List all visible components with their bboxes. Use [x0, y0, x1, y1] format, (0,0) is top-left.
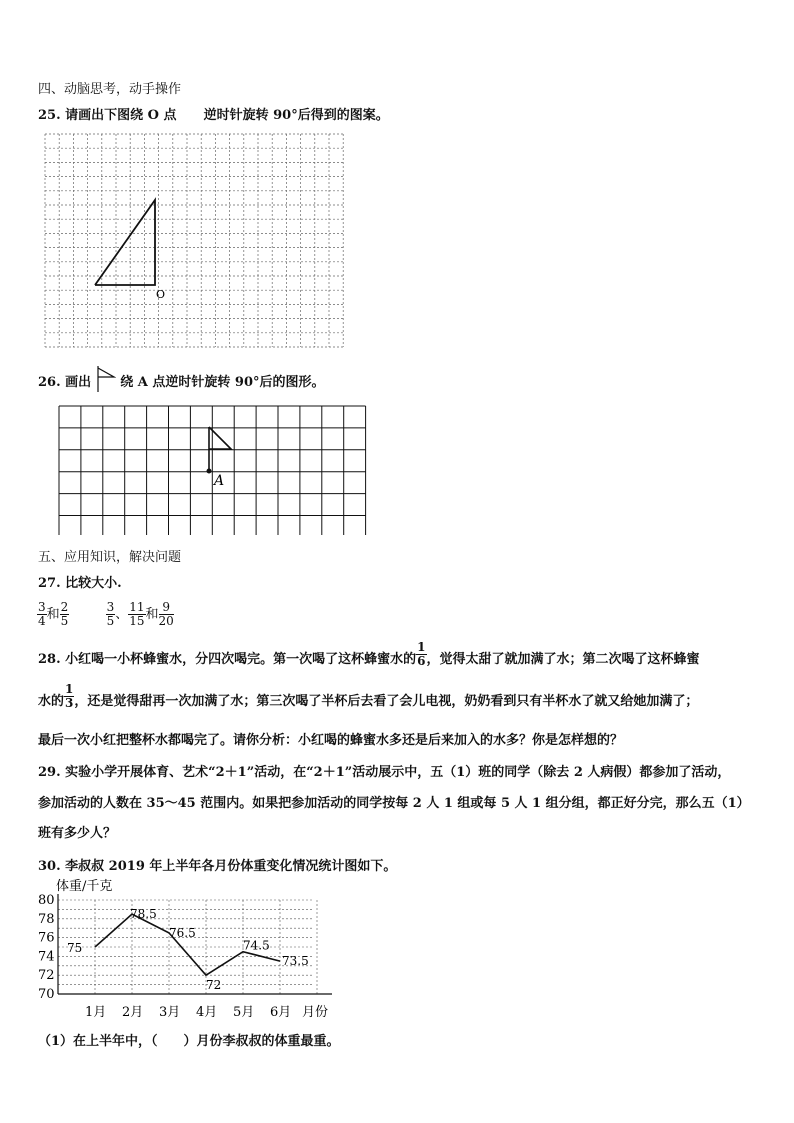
q26-text-a: 画出 — [65, 375, 92, 390]
x-tick-label: 4月 — [196, 1005, 218, 1020]
y-tick-label: 78 — [38, 911, 55, 927]
x-tick-label: 2月 — [122, 1005, 144, 1020]
fraction: $\frac{2}{5}$ — [60, 600, 69, 628]
y-tick-label: 80 — [38, 893, 55, 908]
fraction: $\frac{1}{3}$ — [65, 682, 74, 710]
q25-grid — [44, 133, 346, 349]
data-label: 72 — [206, 978, 222, 993]
point-a — [207, 469, 212, 474]
question-27 — [38, 572, 122, 591]
y-axis-label: 体重/千克 — [56, 879, 113, 894]
q27-sep: 和 — [145, 607, 159, 622]
q25-text-b: 逆时针旋转 90°后得到的图案。 — [203, 108, 389, 123]
q29-line-1 — [38, 761, 730, 780]
fraction: $\frac{11}{15}$ — [129, 600, 145, 628]
q27-sep: 和 — [46, 607, 60, 622]
data-label: 74.5 — [243, 938, 270, 953]
fraction: $\frac{3}{5}$ — [106, 600, 115, 628]
q25-number: 25. — [38, 108, 61, 123]
q25-triangle — [95, 200, 155, 285]
q27-text: 比较大小. — [65, 576, 122, 591]
q28-number: 28. — [38, 652, 61, 667]
q29-line-2: 参加活动的人数在 35～45 范围内。如果把参加活动的同学按每 2 人 1 组或每 5 人 1 组分组，都正好分完，那么五（1） — [38, 796, 750, 811]
question-26 — [38, 371, 325, 392]
data-label: 75 — [67, 941, 83, 955]
data-label: 73.5 — [282, 954, 309, 969]
q29-number: 29. — [38, 765, 61, 780]
question-25 — [38, 104, 389, 123]
x-tick-label: 3月 — [159, 1005, 181, 1020]
fraction: $\frac{3}{4}$ — [38, 600, 46, 628]
x-tick-label: 6月 — [270, 1005, 292, 1020]
q28-text: ，还是觉得甜再一次加满了水；第三次喝了半杯后去看了会儿电视，奶奶看到只有半杯水了就又给她加满了； — [74, 694, 699, 709]
q28-line-1 — [38, 640, 700, 668]
q26-grid — [58, 405, 382, 535]
q29-text: 实验小学开展体育、艺术“2＋1”活动，在“2＋1”活动展示中，五（1）班的同学（除去 2 人病假）都参加了活动， — [65, 765, 731, 780]
q27-comparisons — [37, 601, 174, 628]
q28-line-3: 最后一次小红把整杯水都喝完了。请你分析：小红喝的蜂蜜水多还是后来加入的水多？你是怎样想的？ — [38, 733, 624, 748]
q30-sub-1: （1）在上半年中，（ ）月份李叔叔的体重最重。 — [38, 1034, 340, 1049]
flag-shape-icon — [96, 366, 116, 392]
q29-line-3: 班有多少人？ — [38, 826, 117, 841]
x-tick-label: 5月 — [233, 1005, 255, 1020]
q30-text: 李叔叔 2019 年上半年各月份体重变化情况统计图如下。 — [65, 859, 397, 874]
q25-text-a: 请画出下图绕 O 点 — [65, 108, 177, 123]
section-5-heading: 五、应用知识，解决问题 — [38, 550, 182, 565]
q26-text-b: 绕 A 点逆时针旋转 90°后的图形。 — [120, 375, 325, 390]
data-label: 78.5 — [130, 907, 157, 922]
question-30 — [38, 855, 396, 874]
q28-text: 小红喝一小杯蜂蜜水，分四次喝完。第一次喝了这杯蜂蜜水的 — [65, 652, 417, 667]
y-tick-label: 74 — [38, 949, 55, 965]
q26-point-a-label: A — [214, 473, 225, 489]
section-4-heading: 四、动脑思考，动手操作 — [38, 82, 182, 97]
x-axis-label: 月份 — [302, 1005, 329, 1020]
weight-line-chart — [34, 876, 354, 1026]
y-tick-label: 70 — [38, 987, 55, 1002]
y-tick-label: 76 — [38, 930, 55, 946]
q28-text: 水的 — [38, 694, 65, 709]
q27-number: 27. — [38, 576, 61, 591]
q27-sep: 、 — [115, 607, 129, 622]
y-tick-label: 72 — [38, 968, 55, 984]
q25-point-o-label: O — [156, 288, 166, 301]
q28-text: ，觉得太甜了就加满了水；第二次喝了这杯蜂蜜 — [426, 652, 700, 667]
q26-number: 26. — [38, 375, 61, 390]
fraction: $\frac{9}{20}$ — [158, 600, 174, 628]
x-tick-label: 1月 — [85, 1005, 107, 1020]
q28-line-2 — [38, 682, 699, 710]
data-label: 76.5 — [169, 925, 196, 940]
fraction: $\frac{1}{6}$ — [417, 640, 426, 668]
q30-number: 30. — [38, 859, 61, 874]
